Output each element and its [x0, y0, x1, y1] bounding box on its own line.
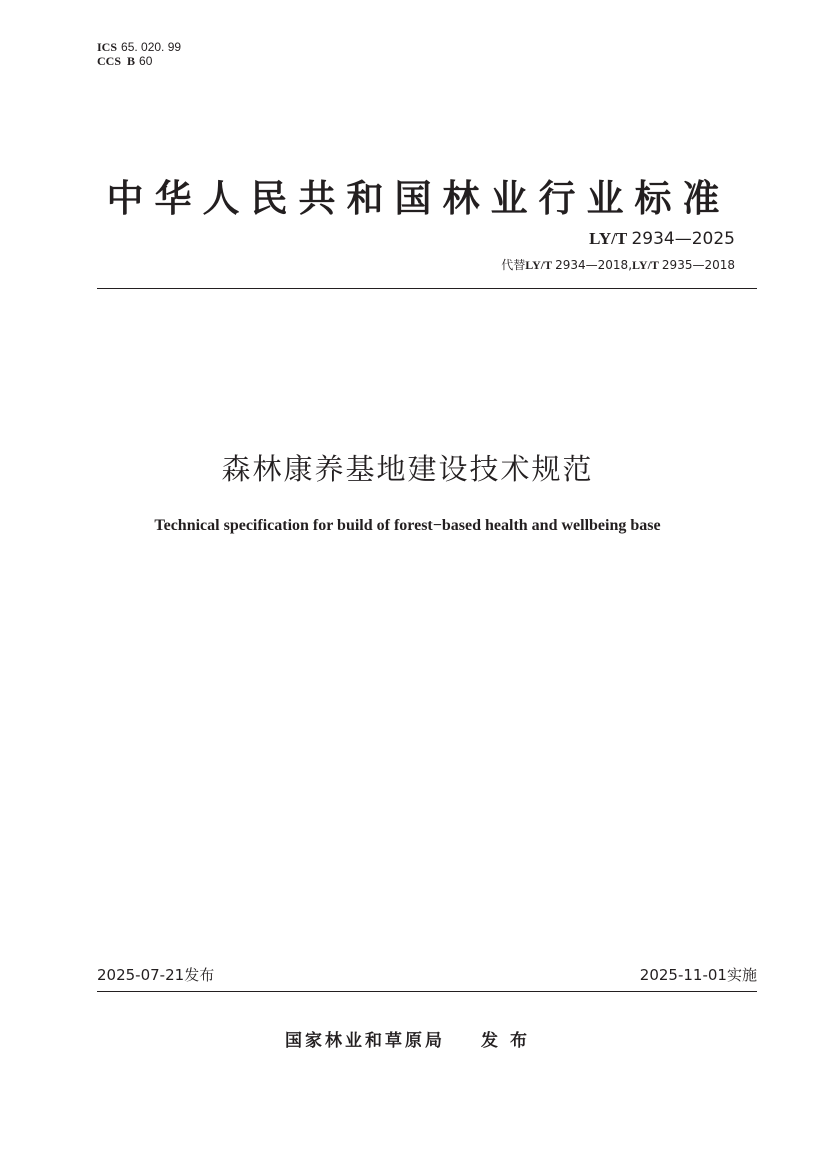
publish-action: 发 布: [481, 1031, 530, 1051]
replaces-separator: ,: [628, 258, 633, 272]
code-number: 2934—2025: [631, 229, 735, 249]
ccs-letter: B: [127, 54, 136, 68]
replaces-1-number: 2934—2018: [555, 258, 629, 272]
replaces-label: 代替: [501, 258, 526, 272]
code-prefix: LY/T: [589, 229, 628, 248]
publisher-line: [0, 1026, 815, 1051]
document-title-cn: 森林康养基地建设技术规范: [221, 452, 594, 486]
issue-date-suffix: 发布: [184, 966, 215, 984]
implement-date: [640, 964, 757, 985]
issue-date-value: 2025-07-21: [97, 966, 185, 984]
implement-date-suffix: 实施: [726, 966, 757, 984]
publisher-name: 国家林业和草原局: [285, 1031, 446, 1051]
standard-code: [589, 229, 735, 249]
replaces-2-number: 2935—2018: [661, 258, 735, 272]
header-divider: [97, 288, 757, 289]
ccs-classification: [97, 54, 152, 68]
ccs-label: CCS: [97, 54, 122, 68]
replaces-1-prefix: LY/T: [525, 258, 553, 272]
standard-org-title: 中华人民共和国林业行业标准: [106, 177, 731, 220]
ccs-value: 60: [139, 54, 153, 68]
replaces-2-prefix: LY/T: [632, 258, 659, 272]
ics-classification: [97, 40, 181, 54]
ics-label: ICS: [97, 40, 118, 54]
implement-date-value: 2025-11-01: [639, 966, 727, 984]
document-title-en: Technical specification for build of forest−based health and wellbeing base: [154, 517, 661, 534]
ics-value: 65. 020. 99: [121, 40, 182, 54]
footer-divider: [97, 991, 757, 992]
replaces-line: [501, 256, 735, 273]
issue-date: [97, 964, 214, 985]
